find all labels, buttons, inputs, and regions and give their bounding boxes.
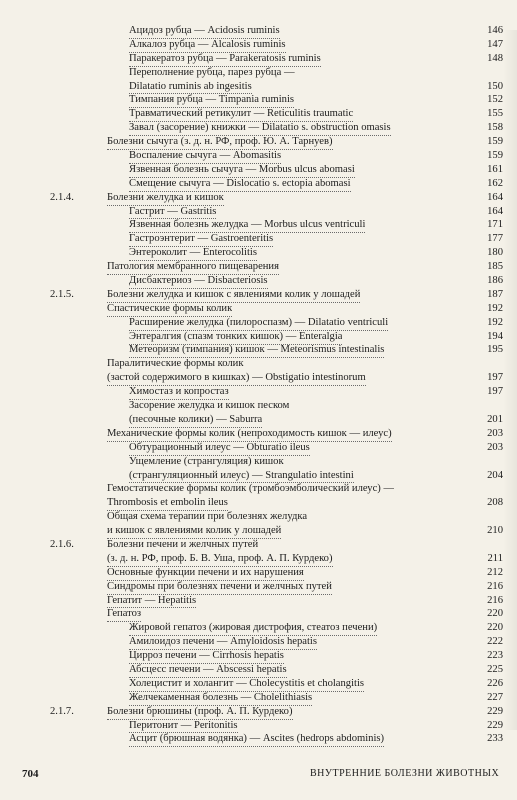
toc-entry-title: Гастроэнтерит — Gastroenteritis <box>129 232 273 247</box>
toc-entry-title: Болезни сычуга (з. д. н. РФ, проф. Ю. А. Тарнуев) <box>107 135 333 150</box>
toc-entry-page: 194 <box>487 330 503 342</box>
toc-entry-title: Dilatatio ruminis ab ingesitis <box>129 80 252 95</box>
toc-entry-title: Гемостатические формы колик (тромбоэмболический илеус) — <box>107 483 395 495</box>
toc-entry-title: Патология мембранного пищеварения <box>107 260 279 275</box>
toc-entry <box>0 663 517 677</box>
toc-entry-title: Паракератоз рубца — Parakeratosis ruminis <box>129 52 321 67</box>
toc-entry <box>0 149 517 163</box>
toc-entry-title: Основные функции печени и их нарушения <box>107 566 304 581</box>
section-number: 2.1.5. <box>50 288 74 300</box>
toc-entry <box>0 246 517 260</box>
toc-entry-page: 186 <box>487 275 503 287</box>
toc-entry-page: 185 <box>487 261 503 273</box>
toc-entry-title: Химостаз и копростаз <box>129 385 229 400</box>
toc-entry <box>0 524 517 538</box>
toc-entry-page: 159 <box>487 136 503 148</box>
toc-entry <box>0 343 517 357</box>
toc-entry-page: 225 <box>487 663 503 675</box>
toc-entry-page: 171 <box>487 219 503 231</box>
toc-entry-title: (з. д. н. РФ, проф. Б. В. Уша, проф. А. П. Курдеко) <box>107 552 333 567</box>
toc-entry <box>0 80 517 94</box>
toc-entry-title: Язвенная болезнь желудка — Morbus ulcus ventriculi <box>129 218 365 233</box>
toc-entry <box>0 385 517 399</box>
toc-entry-page: 148 <box>487 52 503 64</box>
toc-entry <box>0 107 517 121</box>
table-of-contents <box>0 24 517 746</box>
toc-entry-page: 229 <box>487 705 503 717</box>
toc-entry-title: Паралитические формы колик <box>107 358 244 370</box>
toc-entry <box>0 52 517 66</box>
toc-entry-page: 212 <box>487 566 503 578</box>
toc-entry-page: 192 <box>487 302 503 314</box>
toc-entry <box>0 205 517 219</box>
toc-entry <box>0 510 517 524</box>
toc-entry-page: 146 <box>487 25 503 36</box>
toc-entry-title: Травматический ретикулит — Reticulitis traumatic <box>129 107 353 122</box>
toc-entry-page: 210 <box>487 525 503 537</box>
toc-entry-page: 187 <box>487 288 503 300</box>
toc-entry-title: Общая схема терапии при болезнях желудка <box>107 511 308 523</box>
toc-entry <box>0 316 517 330</box>
toc-entry-page: 155 <box>487 108 503 120</box>
toc-entry-page: 220 <box>487 608 503 620</box>
toc-entry-title: (застой содержимого в кишках) — Obstigatio intestinorum <box>107 371 366 386</box>
toc-entry-title: Воспаление сычуга — Abomasitis <box>129 149 281 164</box>
toc-entry-title: Желчекаменная болезнь — Cholelithiasis <box>129 691 312 706</box>
toc-entry <box>0 121 517 135</box>
toc-entry <box>0 218 517 232</box>
toc-entry <box>0 177 517 191</box>
toc-entry-title: Смещение сычуга — Dislocatio s. ectopia abomasi <box>129 177 351 192</box>
toc-entry-title: Язвенная болезнь сычуга — Morbus ulcus abomasi <box>129 163 355 178</box>
toc-entry-title: Thrombosis et embolin ileus <box>107 496 228 511</box>
toc-entry-page: 229 <box>487 719 503 731</box>
toc-entry-page: 216 <box>487 580 503 592</box>
toc-entry-page: 164 <box>487 191 503 203</box>
toc-entry-title: Холецистит и холангит — Cholecystitis et cholangitis <box>129 677 364 692</box>
toc-entry-title: Дисбактериоз — Disbacteriosis <box>129 274 268 289</box>
toc-entry-page: 159 <box>487 150 503 162</box>
toc-entry-page: 197 <box>487 386 503 398</box>
toc-entry-page: 208 <box>487 497 503 509</box>
toc-entry-title: Энтероколит — Enterocolitis <box>129 246 257 261</box>
toc-entry <box>0 330 517 344</box>
toc-entry-page: 150 <box>487 80 503 92</box>
toc-entry-title: (песочные колики) — Saburra <box>129 413 262 428</box>
toc-entry <box>0 594 517 608</box>
toc-entry-title: Засорение желудка и кишок песком <box>129 400 290 412</box>
toc-entry <box>0 469 517 483</box>
toc-entry <box>0 66 517 80</box>
toc-entry-page: 203 <box>487 427 503 439</box>
toc-entry-page: 162 <box>487 177 503 189</box>
toc-entry-page: 201 <box>487 413 503 425</box>
toc-entry-page: 223 <box>487 650 503 662</box>
toc-entry-title: Асцит (брюшная водянка) — Ascites (hedrops abdominis) <box>129 732 384 747</box>
section-number: 2.1.6. <box>50 538 74 550</box>
toc-entry-page: 177 <box>487 233 503 245</box>
toc-entry-page: 203 <box>487 441 503 453</box>
toc-entry-title: Расширение желудка (пилороспазм) — Dilatatio ventriculi <box>129 316 388 331</box>
toc-entry-title: Болезни желудка и кишок <box>107 191 224 206</box>
toc-entry-title: Ацидоз рубца — Acidosis ruminis <box>129 24 280 39</box>
toc-entry-page: 197 <box>487 372 503 384</box>
toc-entry-title: Гастрит — Gastritis <box>129 205 216 220</box>
toc-entry <box>0 135 517 149</box>
toc-entry <box>0 357 517 371</box>
toc-entry-page: 233 <box>487 733 503 745</box>
toc-entry <box>0 163 517 177</box>
toc-entry <box>0 607 517 621</box>
toc-entry-title: Завал (засорение) книжки — Dilatatio s. obstruction omasis <box>129 121 391 136</box>
toc-entry <box>0 441 517 455</box>
toc-entry-title: Механические формы колик (непроходимость кишок — илеус) <box>107 427 392 442</box>
toc-entry-page: 152 <box>487 94 503 106</box>
toc-entry <box>0 649 517 663</box>
toc-entry <box>0 677 517 691</box>
toc-entry <box>0 413 517 427</box>
toc-entry-title: Амилоидоз печени — Amyloidosis hepatis <box>129 635 317 650</box>
toc-entry-page: 195 <box>487 344 503 356</box>
toc-entry <box>0 38 517 52</box>
toc-entry-page: 226 <box>487 677 503 689</box>
toc-entry-page: 192 <box>487 316 503 328</box>
toc-entry <box>0 566 517 580</box>
toc-entry <box>0 399 517 413</box>
toc-entry <box>0 427 517 441</box>
running-title: ВНУТРЕННИЕ БОЛЕЗНИ ЖИВОТНЫХ <box>310 768 500 779</box>
toc-entry <box>0 621 517 635</box>
toc-entry-title: Перитонит — Peritonitis <box>129 719 238 734</box>
toc-entry <box>0 232 517 246</box>
toc-entry-page: 204 <box>487 469 503 481</box>
toc-entry-title: Болезни брюшины (проф. А. П. Курдеко) <box>107 705 293 720</box>
toc-entry-page: 216 <box>487 594 503 606</box>
toc-entry-title: Жировой гепатоз (жировая дистрофия, стеатоз печени) <box>129 621 377 636</box>
toc-entry-title: Ущемление (странгуляция) кишок <box>129 455 284 467</box>
toc-entry <box>0 580 517 594</box>
toc-entry <box>0 538 517 552</box>
section-number: 2.1.4. <box>50 191 74 203</box>
toc-entry-title: Болезни желудка и кишок с явлениями колик у лошадей <box>107 288 360 303</box>
toc-entry-title: Метеоризм (тимпания) кишок — Meteorismus intestinalis <box>129 343 384 358</box>
toc-entry-title: Тимпания рубца — Timpania ruminis <box>129 93 294 108</box>
toc-entry-page: 222 <box>487 636 503 648</box>
toc-entry-title: Обтурационный илеус — Obturatio ileus <box>129 441 310 456</box>
toc-entry-title: Алкалоз рубца — Alcalosis ruminis <box>129 38 286 53</box>
toc-entry-page: 164 <box>487 205 503 217</box>
toc-entry <box>0 635 517 649</box>
toc-entry-title: Синдромы при болезнях печени и желчных путей <box>107 580 332 595</box>
page-footer <box>0 764 517 784</box>
toc-entry <box>0 288 517 302</box>
toc-entry-page: 227 <box>487 691 503 703</box>
section-number: 2.1.7. <box>50 705 74 717</box>
toc-entry-title: Цирроз печени — Cirrhosis hepatis <box>129 649 284 664</box>
toc-entry-page: 147 <box>487 38 503 50</box>
toc-entry <box>0 455 517 469</box>
toc-entry <box>0 93 517 107</box>
toc-entry-title: Спастические формы колик <box>107 302 232 317</box>
toc-entry-title: Гепатит — Hepatitis <box>107 594 196 609</box>
toc-entry <box>0 274 517 288</box>
toc-entry <box>0 371 517 385</box>
toc-entry-page: 161 <box>487 163 503 175</box>
toc-entry <box>0 719 517 733</box>
toc-entry-title: Гепатоз <box>107 607 141 622</box>
toc-entry <box>0 482 517 496</box>
toc-entry-title: и кишок с явлениями колик у лошадей <box>107 524 281 539</box>
toc-entry <box>0 191 517 205</box>
toc-entry <box>0 302 517 316</box>
toc-entry-title: Энтералгия (спазм тонких кишок) — Enteralgia <box>129 330 342 345</box>
toc-entry-title: (странгуляционный илеус) — Strangulatio intestini <box>129 469 354 484</box>
toc-entry <box>0 496 517 510</box>
toc-entry-title: Переполнение рубца, парез рубца — <box>129 66 295 78</box>
toc-entry <box>0 24 517 38</box>
toc-entry <box>0 705 517 719</box>
toc-entry-page: 158 <box>487 122 503 134</box>
toc-entry-title: Болезни печени и желчных путей <box>107 538 259 550</box>
toc-entry <box>0 552 517 566</box>
toc-entry-title: Абсцесс печени — Abscessi hepatis <box>129 663 287 678</box>
toc-entry <box>0 691 517 705</box>
toc-entry <box>0 732 517 746</box>
toc-entry-page: 220 <box>487 622 503 634</box>
toc-entry-page: 211 <box>487 552 503 564</box>
page-number: 704 <box>22 768 39 780</box>
page-edge-shadow <box>503 30 517 730</box>
toc-entry <box>0 260 517 274</box>
toc-entry-page: 180 <box>487 247 503 259</box>
